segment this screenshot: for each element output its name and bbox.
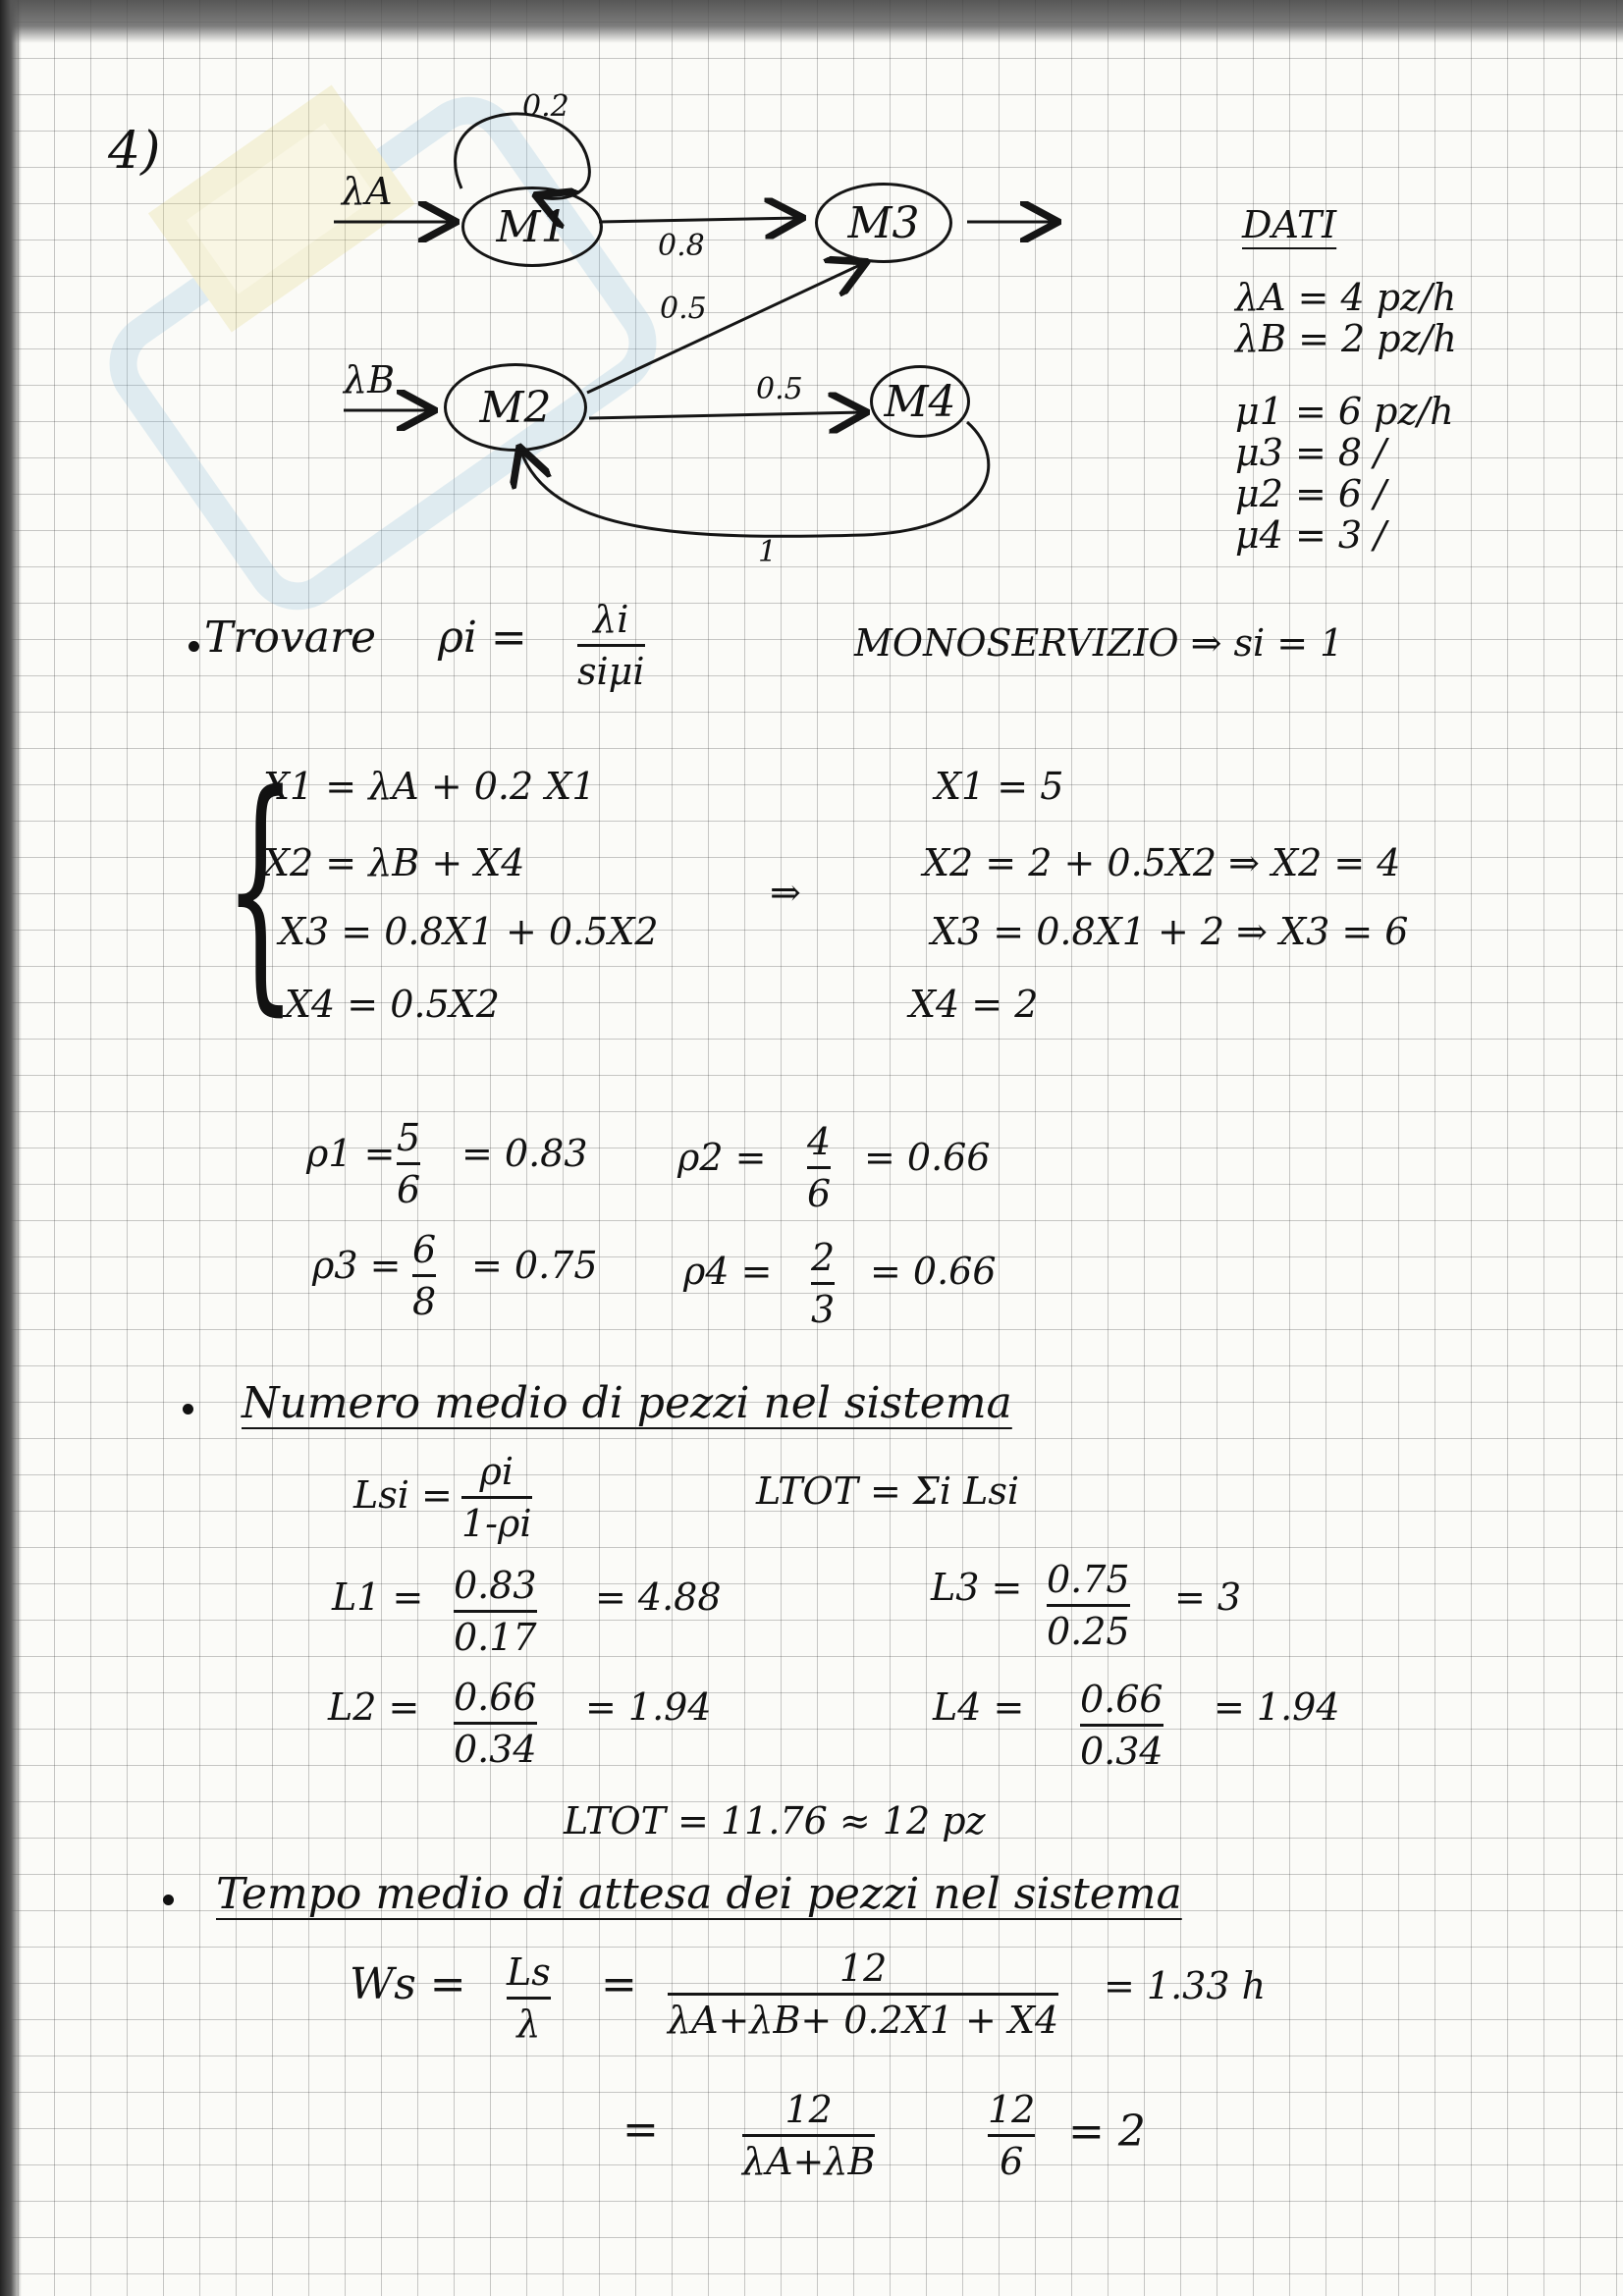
rho2-fraction xyxy=(807,1120,832,1215)
section-heading-numero: Numero medio di pezzi nel sistema xyxy=(242,1378,1012,1428)
dati-line: μ2 = 6 / xyxy=(1235,472,1386,515)
equation-right: X4 = 2 xyxy=(909,983,1039,1026)
fraction-bar xyxy=(807,1166,831,1169)
fraction-denominator: 0.17 xyxy=(454,1616,537,1659)
label-m2-m4: 0.5 xyxy=(756,372,803,406)
ws-lhs: Ws = xyxy=(350,1959,466,2009)
rho3-rhs: = 0.75 xyxy=(471,1244,598,1287)
fraction-bar xyxy=(461,1496,532,1499)
ws-fraction xyxy=(507,1950,551,2046)
fraction-bar xyxy=(988,2134,1035,2137)
fraction-numerator: ρi xyxy=(479,1450,514,1493)
ws-fraction-numeric xyxy=(988,2088,1036,2183)
fraction-bar xyxy=(507,1997,551,2000)
rho3-lhs: ρ3 = xyxy=(312,1244,402,1287)
label-m4-m2: 1 xyxy=(758,535,778,569)
fraction-bar xyxy=(1080,1724,1163,1727)
rho1-fraction xyxy=(397,1116,421,1211)
node-m4-label: M4 xyxy=(884,376,956,427)
bullet xyxy=(183,1404,193,1415)
node-m1 xyxy=(461,187,603,267)
l4-rhs: = 1.94 xyxy=(1214,1685,1340,1729)
bullet xyxy=(163,1895,174,1905)
arrow-m4-m2 xyxy=(520,422,989,536)
arrow-m1-m3 xyxy=(599,218,800,222)
fraction-bar xyxy=(811,1282,835,1285)
rho3-fraction xyxy=(412,1228,437,1323)
fraction-numerator: 12 xyxy=(839,1947,888,1990)
equation-right: X3 = 0.8X1 + 2 ⇒ X3 = 6 xyxy=(931,910,1409,953)
dati-line: λA = 4 pz/h xyxy=(1235,276,1457,319)
rho4-lhs: ρ4 = xyxy=(683,1250,773,1293)
equation-left: X4 = 0.5X2 xyxy=(285,983,500,1026)
fraction-bar xyxy=(412,1274,436,1277)
trovare-formula-lhs: ρi = xyxy=(438,613,527,663)
l1-lhs: L1 = xyxy=(332,1575,424,1619)
fraction-denominator: 1-ρi xyxy=(461,1502,532,1545)
fraction-denominator: 6 xyxy=(397,1168,421,1211)
fraction-denominator: 8 xyxy=(412,1280,437,1323)
ltot-definition: LTOT = Σi Lsi xyxy=(756,1469,1019,1513)
lsi-fraction xyxy=(461,1450,532,1545)
ws-result: = 1.33 h xyxy=(1104,1964,1267,2007)
fraction-numerator: 0.66 xyxy=(1080,1678,1163,1721)
fraction-numerator: 4 xyxy=(807,1120,832,1163)
l2-lhs: L2 = xyxy=(328,1685,420,1729)
rho1-rhs: = 0.83 xyxy=(461,1132,588,1175)
fraction-denominator: 0.25 xyxy=(1047,1610,1130,1653)
fraction-denominator: 3 xyxy=(811,1288,836,1331)
ws-equals: = xyxy=(601,1959,637,2009)
fraction-denominator: λA+λB xyxy=(742,2140,876,2183)
l1-fraction xyxy=(454,1564,537,1659)
label-m1-m3: 0.8 xyxy=(658,229,705,263)
fraction-numerator: 2 xyxy=(811,1236,836,1279)
fraction-numerator: 12 xyxy=(988,2088,1036,2131)
ltot-value: LTOT = 11.76 ≈ 12 pz xyxy=(564,1799,986,1842)
node-m4 xyxy=(870,365,970,438)
label-lambda-b: λB xyxy=(344,358,396,401)
l2-fraction xyxy=(454,1676,537,1771)
ws-result-2: = 2 xyxy=(1068,2107,1146,2157)
equation-left: X2 = λB + X4 xyxy=(263,841,525,884)
dati-line: λB = 2 pz/h xyxy=(1235,317,1457,360)
fraction-numerator: Ls xyxy=(507,1950,551,1994)
rho-definition-fraction xyxy=(577,598,645,693)
fraction-bar xyxy=(454,1722,537,1725)
equation-brace: { xyxy=(224,741,298,1038)
fraction-bar xyxy=(668,1993,1058,1996)
rho2-rhs: = 0.66 xyxy=(864,1136,991,1179)
ws-fraction-simplified xyxy=(742,2088,876,2183)
lsi-lhs: Lsi = xyxy=(353,1473,453,1517)
fraction-numerator: λi xyxy=(593,598,629,641)
ws-fraction-expanded xyxy=(668,1947,1059,2042)
l3-fraction xyxy=(1047,1558,1130,1653)
trovare-label: Trovare xyxy=(204,613,377,663)
dati-line: μ3 = 8 / xyxy=(1235,431,1386,474)
fraction-numerator: 0.83 xyxy=(454,1564,537,1607)
equation-left: X3 = 0.8X1 + 0.5X2 xyxy=(279,910,659,953)
equation-left: X1 = λA + 0.2 X1 xyxy=(263,765,596,808)
arrow-m2-m4 xyxy=(589,412,864,418)
l4-fraction xyxy=(1080,1678,1163,1773)
fraction-denominator: 0.34 xyxy=(454,1728,537,1771)
l1-rhs: = 4.88 xyxy=(595,1575,722,1619)
node-m3-label: M3 xyxy=(847,197,920,248)
node-m2-label: M2 xyxy=(479,382,552,433)
node-m1-label: M1 xyxy=(496,201,568,252)
fraction-numerator: 0.75 xyxy=(1047,1558,1130,1601)
l2-rhs: = 1.94 xyxy=(585,1685,712,1729)
arrow-m2-m3 xyxy=(587,263,864,393)
fraction-denominator: 0.34 xyxy=(1080,1730,1163,1773)
l4-lhs: L4 = xyxy=(933,1685,1025,1729)
node-m3 xyxy=(815,183,952,263)
fraction-bar xyxy=(454,1610,537,1613)
label-m2-m3: 0.5 xyxy=(660,292,707,326)
dati-line: μ1 = 6 pz/h xyxy=(1235,390,1454,433)
fraction-numerator: 12 xyxy=(784,2088,833,2131)
fraction-bar xyxy=(397,1162,420,1165)
monoservizio-note: MONOSERVIZIO ⇒ si = 1 xyxy=(854,621,1344,665)
bullet xyxy=(189,641,199,652)
fraction-denominator: λ xyxy=(516,2002,541,2046)
l3-lhs: L3 = xyxy=(931,1566,1023,1609)
fraction-denominator: siμi xyxy=(577,650,645,693)
fraction-bar xyxy=(577,644,645,647)
fraction-denominator: λA+λB+ 0.2X1 + X4 xyxy=(668,1999,1059,2042)
fraction-numerator: 6 xyxy=(412,1228,437,1271)
fraction-numerator: 0.66 xyxy=(454,1676,537,1719)
rho1-lhs: ρ1 = xyxy=(306,1132,396,1175)
rho2-lhs: ρ2 = xyxy=(677,1136,767,1179)
ws-equals-2: = xyxy=(622,2105,659,2155)
problem-number: 4) xyxy=(108,122,161,181)
fraction-denominator: 6 xyxy=(1000,2140,1024,2183)
label-lambda-a: λA xyxy=(342,170,393,213)
fraction-numerator: 5 xyxy=(397,1116,421,1159)
dati-title: DATI xyxy=(1242,203,1337,246)
rho4-fraction xyxy=(811,1236,836,1331)
fraction-bar xyxy=(1047,1604,1130,1607)
l3-rhs: = 3 xyxy=(1174,1575,1242,1619)
section-heading-tempo: Tempo medio di attesa dei pezzi nel sistema xyxy=(216,1869,1182,1919)
equation-right: X1 = 5 xyxy=(935,765,1064,808)
label-m1-self: 0.2 xyxy=(522,89,569,124)
fraction-denominator: 6 xyxy=(807,1172,832,1215)
fraction-bar xyxy=(742,2134,875,2137)
rho4-rhs: = 0.66 xyxy=(870,1250,997,1293)
equation-right: X2 = 2 + 0.5X2 ⇒ X2 = 4 xyxy=(923,841,1401,884)
implies-arrow: ⇒ xyxy=(770,871,801,914)
dati-line: μ4 = 3 / xyxy=(1235,513,1386,557)
node-m2 xyxy=(444,363,587,452)
